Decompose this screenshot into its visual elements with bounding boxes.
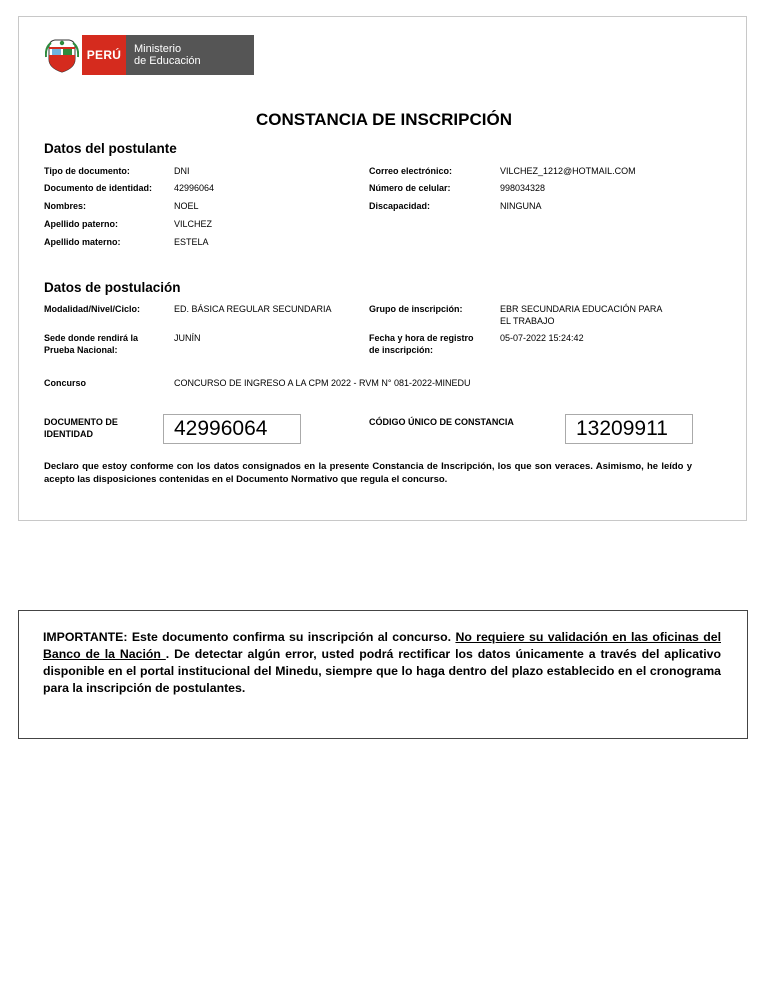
- nombres-value: NOEL: [174, 201, 199, 211]
- modalidad-label: Modalidad/Nivel/Ciclo:: [44, 304, 141, 314]
- grupo-value-line2: EL TRABAJO: [500, 316, 555, 326]
- sede-value: JUNÍN: [174, 333, 201, 343]
- tipo-documento-label: Tipo de documento:: [44, 166, 130, 176]
- correo-label: Correo electrónico:: [369, 166, 453, 176]
- documento-identidad-box: 42996064: [163, 414, 301, 444]
- concurso-label: Concurso: [44, 378, 87, 388]
- logo-entity: [126, 35, 254, 75]
- minedu-logo: [42, 35, 254, 75]
- logo-entity-line1: Ministerio: [134, 43, 182, 55]
- celular-label: Número de celular:: [369, 183, 451, 193]
- fecha-registro-label: [369, 332, 474, 356]
- apellido-materno-label: Apellido materno:: [44, 237, 121, 247]
- sede-label: [44, 332, 138, 356]
- nombres-label: Nombres:: [44, 201, 87, 211]
- declaracion-text: Declaro que estoy conforme con los datos consignados en la presente Constancia de Inscripción, los que son veraces. Asimismo, he leído y acepto las disposiciones contenidas en el Documento Normativo que regula el concurso.: [44, 461, 692, 485]
- concurso-value: CONCURSO DE INGRESO A LA CPM 2022 - RVM N° 081-2022-MINEDU: [174, 378, 471, 388]
- doc-box-label-line2: IDENTIDAD: [44, 429, 93, 439]
- discapacidad-label: Discapacidad:: [369, 201, 431, 211]
- logo-brand: PERÚ: [82, 35, 126, 75]
- page-title: CONSTANCIA DE INSCRIPCIÓN: [256, 110, 512, 129]
- correo-value: VILCHEZ_1212@HOTMAIL.COM: [500, 166, 636, 176]
- fecha-label-line2: de inscripción:: [369, 345, 434, 355]
- fecha-label-line1: Fecha y hora de registro: [369, 333, 474, 343]
- grupo-value-line1: EBR SECUNDARIA EDUCACIÓN PARA: [500, 304, 663, 314]
- sede-label-line2: Prueba Nacional:: [44, 345, 118, 355]
- tipo-documento-value: DNI: [174, 166, 190, 176]
- importante-part1: IMPORTANTE: Este documento confirma su inscripción al concurso.: [43, 630, 456, 644]
- fecha-registro-value: 05-07-2022 15:24:42: [500, 333, 584, 343]
- documento-box-label: [44, 416, 118, 440]
- apellido-paterno-value: VILCHEZ: [174, 219, 213, 229]
- constancia-card: [18, 16, 747, 521]
- logo-entity-line2: de Educación: [134, 55, 201, 67]
- celular-value: 998034328: [500, 183, 546, 193]
- section-heading-postulacion: Datos de postulación: [44, 280, 181, 295]
- importante-part3: . De detectar algún error, usted podrá rectificar los datos únicamente a través del aplicativo disponible en el portal institucional del Minedu, siempre que lo haga dentro del plazo establecido en el cronograma para la inscripción de postulantes.: [43, 647, 721, 695]
- documento-identidad-label: Documento de identidad:: [44, 183, 152, 193]
- section-heading-postulante: Datos del postulante: [44, 141, 177, 156]
- grupo-label: Grupo de inscripción:: [369, 304, 463, 314]
- doc-box-label-line1: DOCUMENTO DE: [44, 417, 118, 427]
- apellido-paterno-label: Apellido paterno:: [44, 219, 118, 229]
- documento-identidad-value: 42996064: [174, 183, 215, 193]
- codigo-constancia-box: 13209911: [565, 414, 693, 444]
- peru-coat-of-arms-icon: [42, 35, 82, 75]
- codigo-constancia-label: CÓDIGO ÚNICO DE CONSTANCIA: [369, 417, 514, 427]
- grupo-value: [500, 303, 662, 327]
- importante-text: [43, 629, 721, 697]
- discapacidad-value: NINGUNA: [500, 201, 542, 211]
- modalidad-value: ED. BÁSICA REGULAR SECUNDARIA: [174, 304, 332, 314]
- apellido-materno-value: ESTELA: [174, 237, 209, 247]
- importante-underlined: No requiere su validación en las oficinas del Banco de la Nación: [43, 630, 721, 661]
- importante-box: [18, 610, 748, 739]
- sede-label-line1: Sede donde rendirá la: [44, 333, 139, 343]
